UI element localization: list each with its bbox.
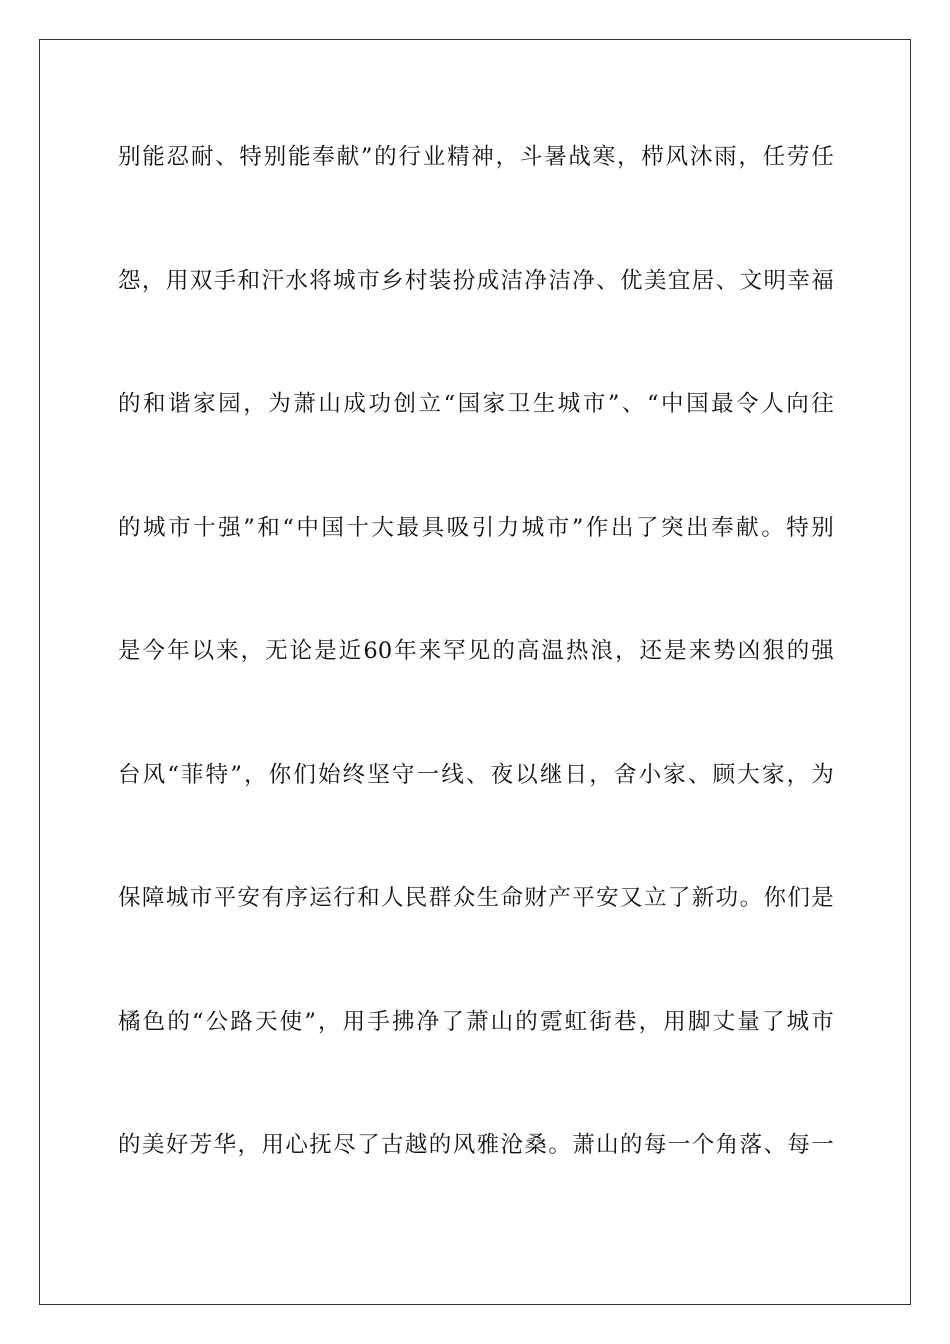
text-line: 橘色的“公路天使”，用手拂净了萧山的霓虹街巷，用脚丈量了城市 [118, 1008, 834, 1035]
document-body [118, 130, 834, 1242]
text-line: 别能忍耐、特别能奉献”的行业精神，斗暑战寒，栉风沐雨，任劳任 [118, 144, 834, 170]
text-line: 保障城市平安有序运行和人民群众生命财产平安又立了新功。你们是 [118, 885, 834, 911]
text-line: 台风“菲特”，你们始终坚守一线、夜以继日，舍小家、顾大家，为 [118, 761, 834, 788]
text-line: 怨，用双手和汗水将城市乡村装扮成洁净洁净、优美宜居、文明幸福 [118, 267, 834, 294]
text-line: 是今年以来，无论是近60年来罕见的高温热浪，还是来势凶狠的强 [118, 638, 834, 664]
text-line: 的和谐家园，为萧山成功创立“国家卫生城市”、“中国最令人向往 [118, 391, 834, 417]
text-line: 的城市十强”和“中国十大最具吸引力城市”作出了突出奉献。特别 [118, 514, 834, 541]
text-line: 的美好芳华，用心抚尽了古越的风雅沧桑。萧山的每一个角落、每一 [118, 1132, 834, 1158]
